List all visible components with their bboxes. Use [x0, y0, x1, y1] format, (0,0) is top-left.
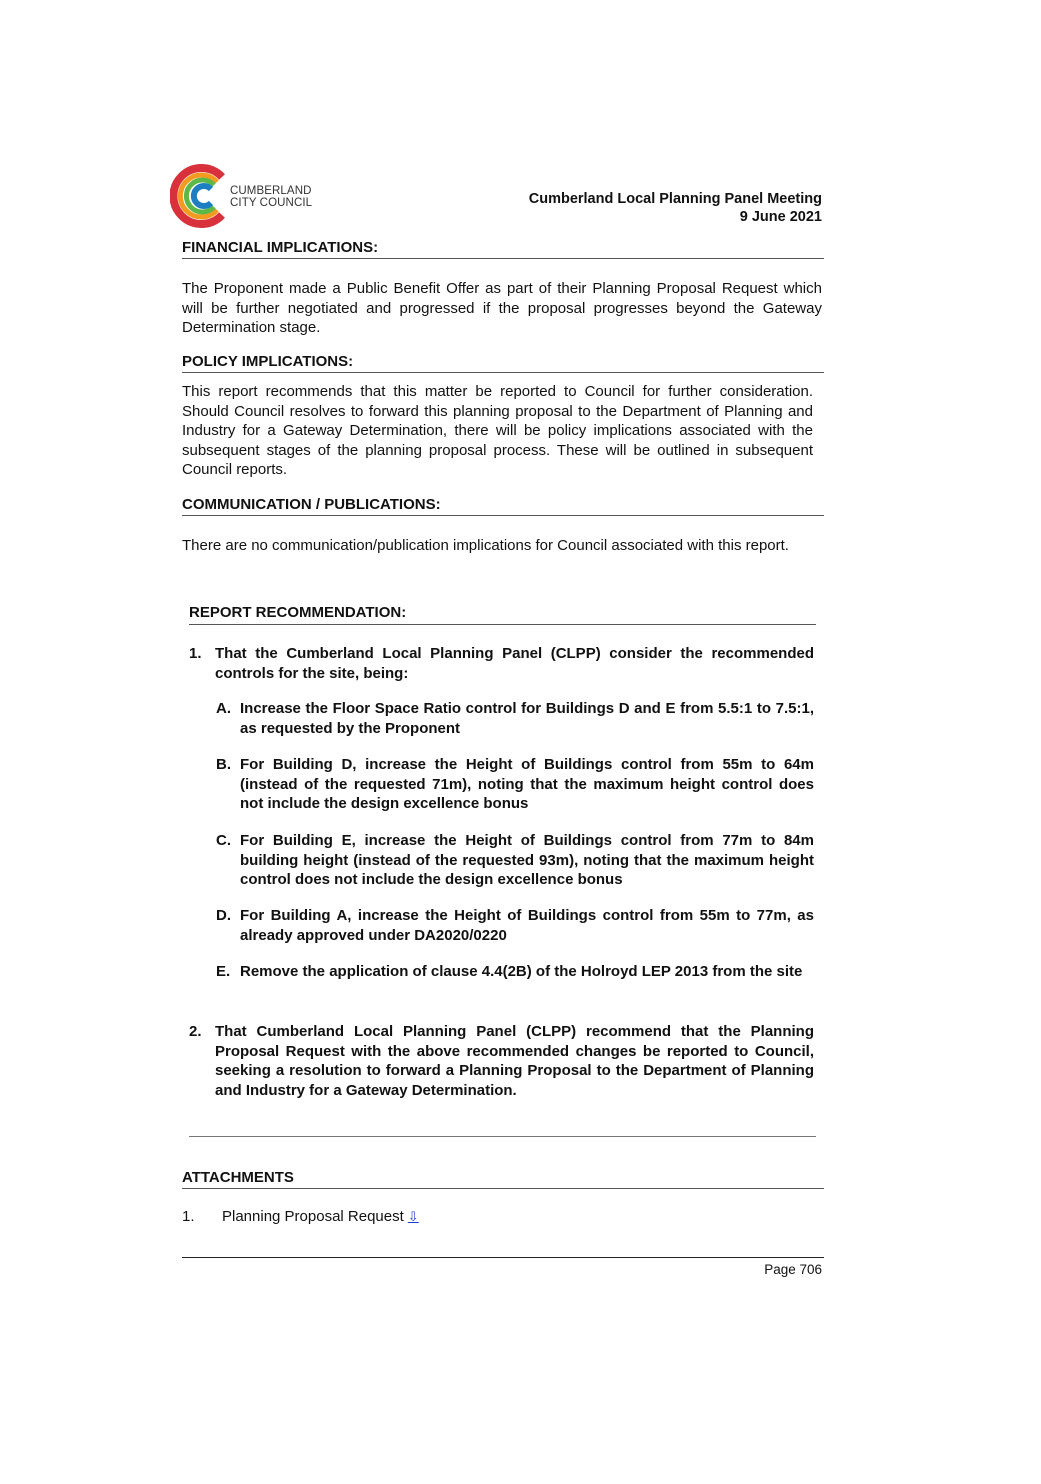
footer-rule	[182, 1257, 824, 1258]
sub-item-text: For Building A, increase the Height of Buildings control from 55m to 77m, as already approved under DA2020/0220	[240, 907, 814, 944]
sub-item-letter: B.	[216, 756, 231, 773]
attachment-item	[182, 1208, 419, 1225]
policy-body: This report recommends that this matter be reported to Council for further consideration. Should Council resolves to forward this planning proposal to the Department of Planning and Industry for a Gateway Determination, there will be policy implications associated with the subsequent stages of the planning proposal process. These will be outlined in subsequent Council reports.	[182, 383, 813, 478]
item-number: 2.	[189, 1023, 202, 1040]
sub-item-text: For Building E, increase the Height of Buildings control from 77m to 84m building height (instead of the requested 93m), noting that the maximum height control does not include the design excellence bonus	[240, 832, 814, 888]
council-logo	[170, 163, 320, 229]
sub-item-e	[216, 962, 814, 982]
sub-item-letter: D.	[216, 907, 231, 924]
item-text: That the Cumberland Local Planning Panel (CLPP) consider the recommended controls for the site, being:	[215, 645, 814, 682]
attachment-number: 1.	[182, 1208, 195, 1225]
sub-item-a	[216, 699, 814, 738]
logo-line-2: CITY COUNCIL	[230, 197, 313, 209]
sub-item-letter: A.	[216, 700, 231, 717]
logo-line-1: CUMBERLAND	[230, 185, 312, 197]
download-arrow-icon[interactable]: ⇩	[407, 1209, 419, 1224]
attachment-label: Planning Proposal Request	[222, 1208, 404, 1225]
communication-body: There are no communication/publication implications for Council associated with this report.	[182, 537, 789, 554]
logo-wordmark	[230, 185, 312, 209]
recommendation-item-2	[189, 1022, 814, 1100]
meeting-header	[529, 190, 822, 226]
financial-heading: FINANCIAL IMPLICATIONS:	[182, 239, 824, 259]
attachments-heading: ATTACHMENTS	[182, 1169, 824, 1189]
sub-item-d	[216, 906, 814, 945]
sub-item-c	[216, 831, 814, 890]
recommendation-heading: REPORT RECOMMENDATION:	[189, 604, 816, 625]
policy-heading: POLICY IMPLICATIONS:	[182, 353, 824, 373]
sub-item-letter: E.	[216, 963, 231, 980]
item-text: That Cumberland Local Planning Panel (CLPP) recommend that the Planning Proposal Request with the above recommended changes be reported to Council, seeking a resolution to forward a Planning Proposal to the Department of Planning and Industry for a Gateway Determination.	[215, 1023, 814, 1099]
recommendation-item-1	[189, 644, 814, 683]
item-number: 1.	[189, 645, 202, 662]
council-logo-icon	[170, 163, 232, 229]
page-number: Page 706	[764, 1262, 822, 1277]
sub-item-b	[216, 755, 814, 814]
meeting-title: Cumberland Local Planning Panel Meeting	[528, 191, 822, 207]
sub-item-text: For Building D, increase the Height of Buildings control from 55m to 64m (instead of the requested 71m), noting that the maximum height control does not include the design excellence bonus	[240, 756, 814, 812]
communication-heading: COMMUNICATION / PUBLICATIONS:	[182, 496, 824, 516]
sub-item-text: Remove the application of clause 4.4(2B) of the Holroyd LEP 2013 from the site	[240, 963, 803, 980]
financial-body: The Proponent made a Public Benefit Offer as part of their Planning Proposal Request which will be further negotiated and progressed if the proposal progresses beyond the Gateway Determination stage.	[182, 280, 822, 336]
sub-item-text: Increase the Floor Space Ratio control for Buildings D and E from 5.5:1 to 7.5:1, as requested by the Proponent	[240, 700, 814, 737]
meeting-date: 9 June 2021	[739, 209, 822, 225]
sub-item-letter: C.	[216, 832, 231, 849]
section-divider	[189, 1136, 816, 1137]
